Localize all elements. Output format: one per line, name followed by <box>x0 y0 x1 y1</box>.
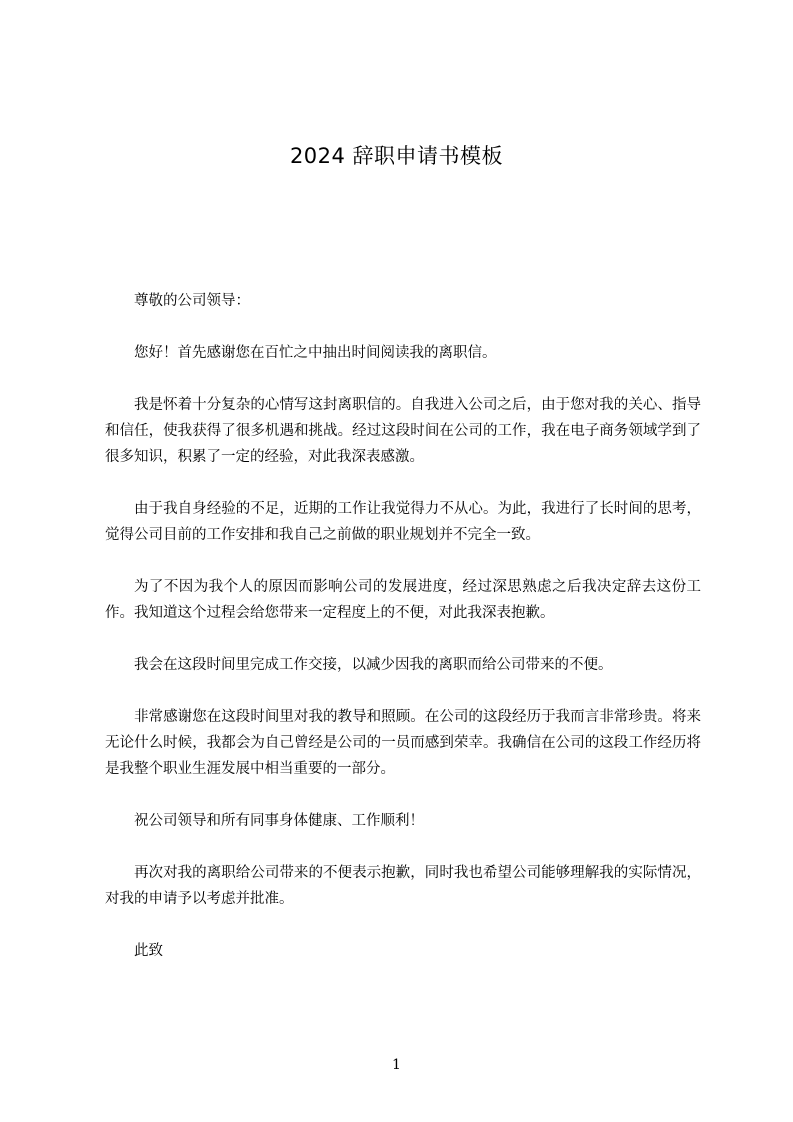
greeting-paragraph: 您好！首先感谢您在百忙之中抽出时间阅读我的离职信。 <box>134 345 497 361</box>
paragraph-thanks: 非常感谢您在这段时间里对我的教导和照顾。在公司的这段经历于我而言非常珍贵。将来无论什么时候，我都会为自己曾经是公司的一员而感到荣幸。我确信在公司的这段工作经历将是我整个职业生涯发展中相当重要的一部分。 <box>105 709 701 777</box>
paragraph-handover: 我会在这段时间里完成工作交接，以减少因我的离职而给公司带来的不便。 <box>134 657 613 673</box>
paragraph-apology: 再次对我的离职给公司带来的不便表示抱歉，同时我也希望公司能够理解我的实际情况，对我的申请予以考虑并批准。 <box>105 865 701 907</box>
paragraph-decision: 为了不因为我个人的原因而影响公司的发展进度，经过深思熟虑之后我决定辞去这份工作。我知道这个过程会给您带来一定程度上的不便，对此我深表抱歉。 <box>105 579 701 621</box>
page-number: 1 <box>392 1057 401 1073</box>
letter-body <box>105 288 701 990</box>
paragraph-gratitude: 我是怀着十分复杂的心情写这封离职信的。自我进入公司之后，由于您对我的关心、指导和信任，使我获得了很多机遇和挑战。经过这段时间在公司的工作，我在电子商务领域学到了很多知识，积累了一定的经验，对此我深表感激。 <box>105 397 701 465</box>
document-title: 2024 辞职申请书模板 <box>289 144 504 168</box>
salutation: 尊敬的公司领导： <box>134 293 250 309</box>
paragraph-wishes: 祝公司领导和所有同事身体健康、工作顺利！ <box>134 813 424 829</box>
paragraph-reason: 由于我自身经验的不足，近期的工作让我觉得力不从心。为此，我进行了长时间的思考，觉得公司目前的工作安排和我自己之前做的职业规划并不完全一致。 <box>105 501 701 543</box>
closing-phrase: 此致 <box>134 943 163 959</box>
